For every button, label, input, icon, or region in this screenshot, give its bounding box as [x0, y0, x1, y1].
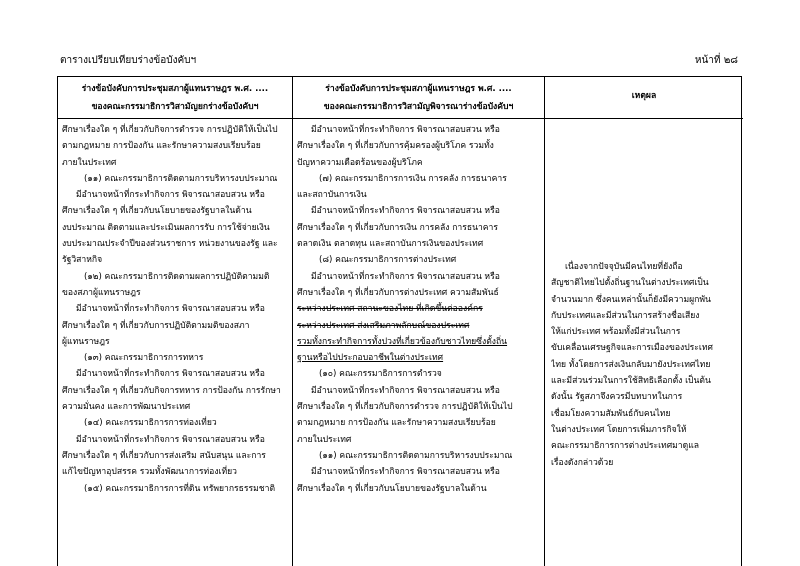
- text-line: แก้ไขปัญหาอุปสรรค รวมทั้งพัฒนาการท่องเที่ยว: [62, 467, 238, 478]
- deleted-text-line: ระหว่างประเทศ สถานะของไทย ที่เกิดขึ้นต่อองค์กร: [297, 304, 483, 315]
- text-line: ปัญหาความเดือดร้อนของผู้บริโภค: [297, 157, 423, 168]
- text-line: ไทย ทั้งโดยการส่งเงินกลับมายังประเทศไทย: [551, 359, 711, 370]
- text-line: ผู้แทนราษฎร: [62, 336, 110, 347]
- column-body-original-draft: [58, 119, 292, 497]
- text-line: เรื่องดังกล่าวด้วย: [551, 457, 614, 468]
- text-line: ตลาดเงิน ตลาดทุน และสถาบันการเงินของประเทศ: [297, 239, 484, 250]
- text-line: กับประเทศและมีส่วนในการสร้างชื่อเสียง: [551, 310, 700, 321]
- text-line: ศึกษาเรื่องใด ๆ ที่เกี่ยวกับกิจการทหาร การป้องกัน การรักษา: [62, 385, 281, 396]
- text-line: ศึกษาเรื่องใด ๆ ที่เกี่ยวกับนโยบายของรัฐบาลในด้าน: [62, 206, 252, 217]
- inserted-text-line: รวมทั้งกระทำกิจการทั้งปวงที่เกี่ยวข้องกับชาวไทยซึ่งตั้งถิ่น: [297, 336, 508, 347]
- column-revised-draft: [293, 77, 545, 566]
- section-heading: (๑๒) คณะกรรมาธิการติดตามผลการปฏิบัติตามมติ: [84, 271, 270, 282]
- section-heading: (๗) คณะกรรมาธิการการเงิน การคลัง การธนาคาร: [319, 173, 507, 184]
- text-line: มีอำนาจหน้าที่กระทำกิจการ พิจารณาสอบสวน หรือ: [76, 304, 265, 315]
- text-line: ตามกฎหมาย การป้องกัน และรักษาความสงบเรียบร้อย: [297, 418, 496, 429]
- text-line: งบประมาณ ติดตามและประเมินผลการรับ การใช้จ่ายเงิน: [62, 222, 270, 233]
- text-line: ศึกษาเรื่องใด ๆ ที่เกี่ยวกับการปฏิบัติตามมติของสภา: [62, 320, 250, 331]
- text-line: ศึกษาเรื่องใด ๆ ที่เกี่ยวกับกิจการตำรวจ การปฏิบัติให้เป็นไป: [297, 402, 513, 413]
- text-line: งบประมาณประจำปีของส่วนราชการ หน่วยงานของรัฐ และ: [62, 239, 278, 250]
- deleted-text-line: ระหว่างประเทศ ส่งเสริมภาพลักษณ์ของประเทศ: [297, 320, 470, 331]
- text-line: ให้แก่ประเทศ พร้อมทั้งมีส่วนในการ: [551, 327, 681, 338]
- text-line: ศึกษาเรื่องใด ๆ ที่เกี่ยวกับกิจการตำรวจ การปฏิบัติให้เป็นไป: [62, 125, 278, 135]
- text-line: และมีส่วนร่วมในการใช้สิทธิเลือกตั้ง เป็นต้น: [551, 376, 711, 387]
- text-line: และสถาบันการเงิน: [297, 190, 367, 201]
- text-line: ภายในประเทศ: [297, 434, 352, 445]
- column-body-revised-draft: [293, 119, 544, 497]
- text-line: ขับเคลื่อนเศรษฐกิจและการเมืองของประเทศ: [551, 343, 713, 354]
- reason-text: [545, 259, 743, 471]
- text-line: เนื่องจากปัจจุบันมีคนไทยที่ยังถือ: [565, 262, 683, 272]
- document-title: ตารางเปรียบเทียบร่างข้อบังคับฯ: [60, 55, 197, 66]
- text-line: ศึกษาเรื่องใด ๆ ที่เกี่ยวกับการเงิน การคลัง การธนาคาร: [297, 222, 498, 233]
- text-line: เชื่อมโยงความสัมพันธ์กับคนไทย: [551, 408, 671, 419]
- text-line: ศึกษาเรื่องใด ๆ ที่เกี่ยวกับการส่งเสริม สนับสนุน และการ: [62, 450, 266, 461]
- text-line: สัญชาติไทยไปตั้งถิ่นฐานในต่างประเทศเป็น: [551, 278, 709, 289]
- inserted-text-line: ฐานหรือไปประกอบอาชีพในต่างประเทศ: [297, 353, 444, 364]
- comparison-table: [57, 76, 742, 566]
- text-line: มีอำนาจหน้าที่กระทำกิจการ พิจารณาสอบสวน หรือ: [76, 369, 265, 380]
- text-line: ศึกษาเรื่องใด ๆ ที่เกี่ยวกับการคุ้มครองผู้บริโภค รวมทั้ง: [297, 141, 494, 152]
- text-line: มีอำนาจหน้าที่กระทำกิจการ พิจารณาสอบสวน หรือ: [311, 271, 500, 282]
- section-heading: (๑๑) คณะกรรมาธิการติดตามการบริหารงบประมาณ: [84, 173, 278, 184]
- column-header-original-draft: ร่างข้อบังคับการประชุมสภาผู้แทนราษฎร พ.ศ. .... ของคณะกรรมาธิการวิสามัญยกร่างข้อบังคับฯ: [58, 77, 292, 119]
- text-line: ดังนั้น รัฐสภาจึงควรมีบทบาทในการ: [551, 392, 683, 403]
- text-line: ศึกษาเรื่องใด ๆ ที่เกี่ยวกับการต่างประเทศ ความสัมพันธ์: [297, 287, 499, 298]
- column-reason: [545, 77, 743, 566]
- text-line: รัฐวิสาหกิจ: [62, 255, 103, 266]
- text-line: ของสภาผู้แทนราษฎร: [62, 287, 141, 298]
- text-line: มีอำนาจหน้าที่กระทำกิจการ พิจารณาสอบสวน หรือ: [311, 206, 500, 217]
- text-line: มีอำนาจหน้าที่กระทำกิจการ พิจารณาสอบสวน หรือ: [76, 434, 265, 445]
- text-line: มีอำนาจหน้าที่กระทำกิจการ พิจารณาสอบสวน หรือ: [76, 190, 265, 201]
- text-line: จำนวนมาก ซึ่งคนเหล่านั้นก็ยังมีความผูกพัน: [551, 294, 711, 305]
- text-line: ในต่างประเทศ โดยการเพิ่มภารกิจให้: [551, 424, 687, 435]
- text-line: มีอำนาจหน้าที่กระทำกิจการ พิจารณาสอบสวน หรือ: [311, 385, 500, 396]
- text-line: ศึกษาเรื่องใด ๆ ที่เกี่ยวกับนโยบายของรัฐบาลในด้าน: [297, 483, 487, 494]
- text-line: มีอำนาจหน้าที่กระทำกิจการ พิจารณาสอบสวน หรือ: [311, 125, 500, 135]
- column-original-draft: [58, 77, 293, 566]
- section-heading: (๑๔) คณะกรรมาธิการการท่องเที่ยว: [84, 418, 217, 429]
- text-line: มีอำนาจหน้าที่กระทำกิจการ พิจารณาสอบสวน หรือ: [311, 467, 500, 478]
- text-line: คณะกรรมาธิการการต่างประเทศมาดูแล: [551, 441, 700, 452]
- column-header-reason: เหตุผล: [545, 77, 743, 119]
- section-heading: (๑๓) คณะกรรมาธิการการทหาร: [84, 353, 204, 364]
- section-heading: (๑๑) คณะกรรมาธิการติดตามการบริหารงบประมาณ: [319, 450, 513, 461]
- text-line: ตามกฎหมาย การป้องกัน และรักษาความสงบเรียบร้อย: [62, 141, 261, 152]
- text-line: ความมั่นคง และการพัฒนาประเทศ: [62, 402, 191, 413]
- section-heading: (๑๕) คณะกรรมาธิการการที่ดิน ทรัพยากรธรรมชาติ: [84, 483, 276, 494]
- text-line: ภายในประเทศ: [62, 157, 117, 168]
- column-header-revised-draft: ร่างข้อบังคับการประชุมสภาผู้แทนราษฎร พ.ศ. .... ของคณะกรรมาธิการวิสามัญพิจารณาร่างข้อบังคับฯ: [293, 77, 544, 119]
- section-heading: (๘) คณะกรรมาธิการการต่างประเทศ: [319, 255, 457, 266]
- page-number: หน้าที่ ๒๘: [694, 55, 738, 66]
- section-heading: (๑๐) คณะกรรมาธิการการตำรวจ: [319, 369, 442, 380]
